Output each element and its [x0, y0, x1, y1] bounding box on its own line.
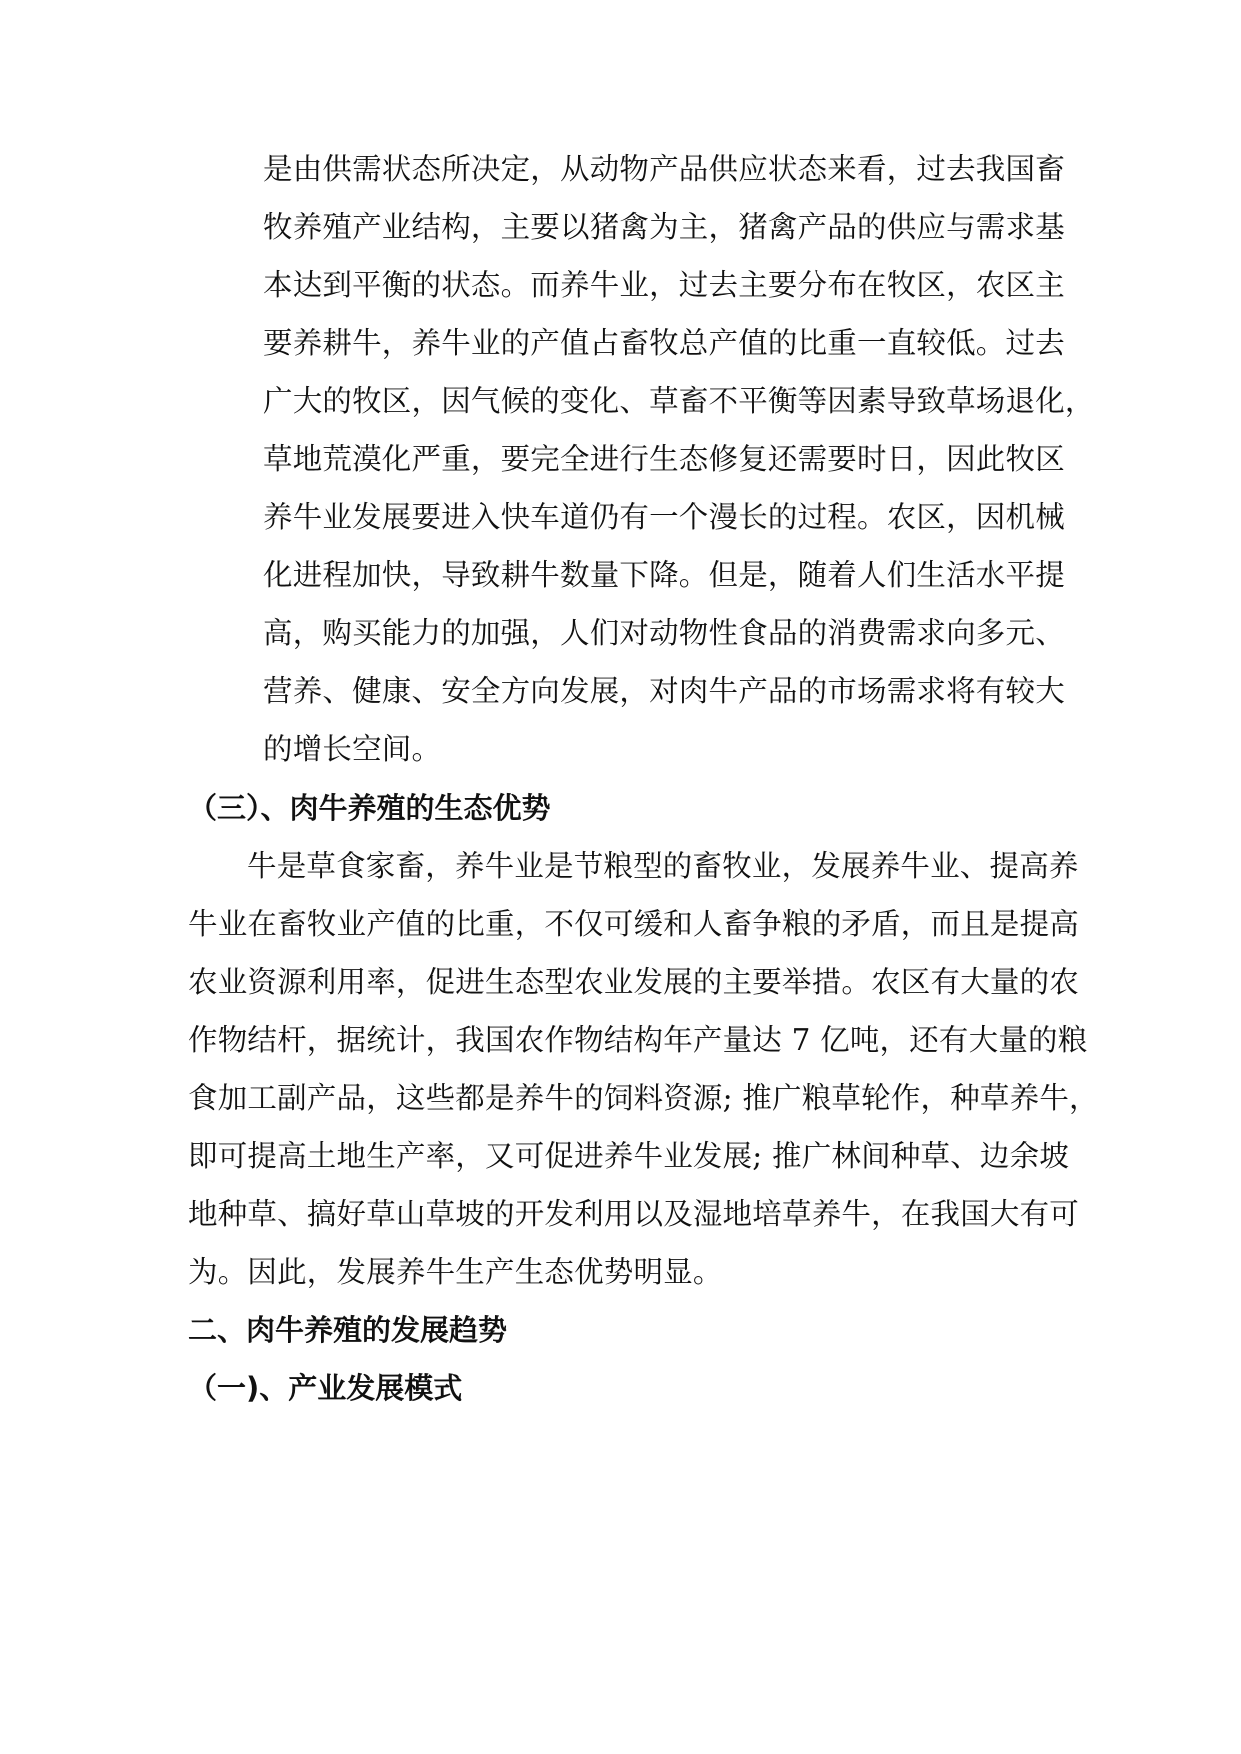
paragraph-line: 作物结杆，据统计，我国农作物结构年产量达 7 亿吨，还有大量的粮 [188, 1023, 1088, 1057]
paragraph-line: 牛是草食家畜，养牛业是节粮型的畜牧业，发展养牛业、提高养 [247, 849, 1079, 883]
paragraph-line: 草地荒漠化严重，要完全进行生态修复还需要时日，因此牧区 [263, 442, 1065, 476]
paragraph-line: 广大的牧区，因气候的变化、草畜不平衡等因素导致草场退化， [263, 384, 1095, 418]
paragraph-line: 是由供需状态所决定，从动物产品供应状态来看，过去我国畜 [263, 152, 1065, 186]
section-heading-ecological-advantage: （三）、肉牛养殖的生态优势 [188, 791, 551, 825]
paragraph-line: 牧养殖产业结构，主要以猪禽为主，猪禽产品的供应与需求基 [263, 210, 1065, 244]
paragraph-line: 食加工副产品，这些都是养牛的饲料资源; 推广粮草轮作，种草养牛， [188, 1081, 1099, 1115]
paragraph-line: 高，购买能力的加强，人们对动物性食品的消费需求向多元、 [263, 616, 1065, 650]
paragraph-line: 养牛业发展要进入快车道仍有一个漫长的过程。农区，因机械 [263, 500, 1065, 534]
paragraph-line: 农业资源利用率，促进生态型农业发展的主要举措。农区有大量的农 [188, 965, 1080, 999]
paragraph-line: 营养、健康、安全方向发展，对肉牛产品的市场需求将有较大 [263, 674, 1065, 708]
chapter-heading-development-trend: 二、肉牛养殖的发展趋势 [188, 1313, 508, 1347]
paragraph-line: 牛业在畜牧业产值的比重，不仅可缓和人畜争粮的矛盾，而且是提高 [188, 907, 1080, 941]
paragraph-line: 的增长空间。 [263, 732, 442, 766]
paragraph-line: 本达到平衡的状态。而养牛业，过去主要分布在牧区，农区主 [263, 268, 1065, 302]
paragraph-line: 地种草、搞好草山草坡的开发利用以及湿地培草养牛，在我国大有可 [188, 1197, 1080, 1231]
paragraph-line: 要养耕牛，养牛业的产值占畜牧总产值的比重一直较低。过去 [263, 326, 1065, 360]
section-heading-industry-model: （一)、产业发展模式 [188, 1371, 463, 1405]
paragraph-line: 为。因此，发展养牛生产生态优势明显。 [188, 1255, 723, 1289]
paragraph-line: 化进程加快，导致耕牛数量下降。但是，随着人们生活水平提 [263, 558, 1065, 592]
paragraph-line: 即可提高土地生产率，又可促进养牛业发展; 推广林间种草、边余坡 [188, 1139, 1070, 1173]
